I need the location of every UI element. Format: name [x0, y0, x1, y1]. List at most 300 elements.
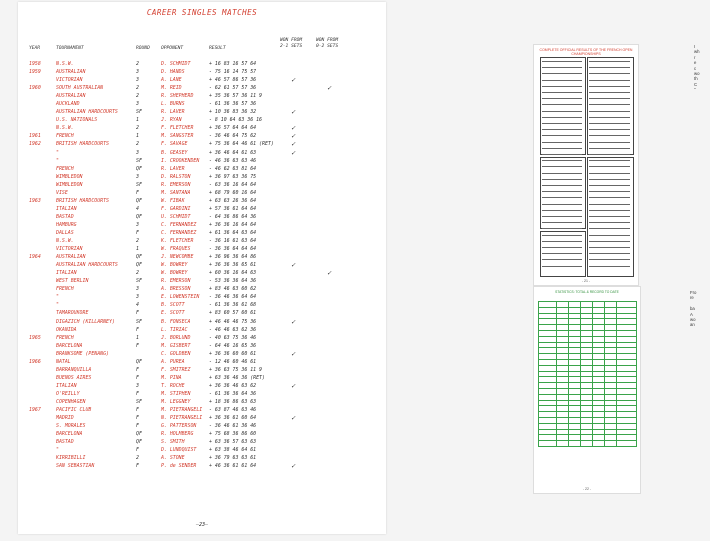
- tournament-cell: FRENCH: [56, 334, 74, 341]
- bracket-line: [589, 173, 630, 174]
- opponent-cell: J. NEWCOMBE: [161, 254, 194, 261]
- stat-row-line: [538, 417, 636, 418]
- table-row: [29, 92, 379, 100]
- table-row: [29, 446, 379, 454]
- table-row: [29, 406, 379, 414]
- table-row: [29, 358, 379, 366]
- bracket-line: [542, 197, 582, 198]
- stat-row-line: [538, 400, 636, 401]
- round-cell: 3: [136, 77, 139, 84]
- table-row: [29, 149, 379, 157]
- round-cell: 2: [136, 85, 139, 92]
- stat-row-line: [538, 313, 636, 314]
- opponent-cell: D. LUNDQUIST: [161, 447, 197, 454]
- bracket-line: [589, 179, 630, 180]
- bracket-line: [589, 191, 630, 192]
- table-row: [29, 326, 379, 334]
- table-row: [29, 342, 379, 350]
- opponent-cell: A. PUREA: [161, 358, 185, 365]
- table-row: [29, 205, 379, 213]
- round-cell: F: [136, 310, 139, 317]
- tournament-cell: N.S.W.: [56, 238, 74, 245]
- year-cell: 1961: [29, 133, 41, 140]
- bracket-line: [589, 86, 630, 87]
- opponent-cell: C. FERNANDEZ: [161, 229, 197, 236]
- stat-row-line: [538, 446, 636, 447]
- header-won2b: 0-2 SETS: [316, 44, 339, 49]
- year-cell: 1967: [29, 407, 41, 414]
- table-row: [29, 438, 379, 446]
- result-cell: - 46 36 63 63 46: [209, 157, 257, 164]
- opponent-cell: R. EMERSON: [161, 181, 191, 188]
- result-cell: - 36 46 36 64 64: [209, 294, 257, 301]
- thumbnail-page-number: - 21 -: [581, 279, 591, 283]
- opponent-cell: E. SCOTT: [161, 310, 185, 317]
- stat-row-line: [538, 347, 636, 348]
- tournament-cell: HAMBURG: [56, 221, 77, 228]
- tournament-cell: VISE: [56, 189, 68, 196]
- table-row: [29, 229, 379, 237]
- result-cell: + 75 68 36 86 60: [209, 431, 257, 438]
- tournament-cell: WEST BERLIN: [56, 278, 89, 285]
- tournament-cell: NATAL: [56, 358, 71, 365]
- result-cell: - 46 46 63 62 36: [209, 326, 257, 333]
- round-cell: QF: [136, 358, 142, 365]
- bracket-line: [542, 166, 582, 167]
- opponent-cell: E. LOWENSTEIN: [161, 294, 200, 301]
- round-cell: 3: [136, 221, 139, 228]
- bracket-line: [589, 117, 630, 118]
- bracket-line: [542, 73, 582, 74]
- opponent-cell: F. SAVAGE: [161, 141, 188, 148]
- table-row: [29, 181, 379, 189]
- table-row: [29, 60, 379, 68]
- round-cell: QF: [136, 431, 142, 438]
- table-row: [29, 414, 379, 422]
- round-cell: QF: [136, 213, 142, 220]
- tournament-cell: ": [56, 447, 59, 454]
- thumbnail-page-number: - 22 -: [582, 487, 592, 491]
- opponent-cell: W. BOWREY: [161, 270, 188, 277]
- bracket-line: [542, 228, 582, 229]
- round-cell: 2: [136, 238, 139, 245]
- bracket-line: [542, 241, 582, 242]
- result-cell: - 64 46 16 65 36: [209, 342, 257, 349]
- result-cell: + 63 36 57 63 63: [209, 439, 257, 446]
- page-title: CAREER SINGLES MATCHES: [146, 8, 258, 17]
- side-note-fragment: I wh r e c wo th C ": [694, 44, 700, 93]
- result-cell: + 36 36 46 63 62: [209, 382, 257, 389]
- result-cell: - 36 46 61 36 46: [209, 423, 257, 430]
- stat-row-line: [538, 423, 636, 424]
- header-tournament: TOURNAMENT: [56, 46, 84, 51]
- table-row: [29, 173, 379, 181]
- bracket-line: [589, 197, 630, 198]
- round-cell: SF: [136, 181, 142, 188]
- bracket-line: [542, 216, 582, 217]
- table-row: [29, 277, 379, 285]
- bracket-line: [542, 80, 582, 81]
- tournament-cell: O'REILLY: [56, 390, 80, 397]
- result-cell: + 36 36 61 60 64: [209, 415, 257, 422]
- round-cell: 2: [136, 270, 139, 277]
- tournament-cell: ITALIAN: [56, 382, 77, 389]
- won-2-1-mark: ✓: [291, 349, 296, 358]
- bracket-line: [589, 67, 630, 68]
- result-cell: + 75 36 64 46 61 (RET): [209, 141, 274, 148]
- result-cell: - 75 16 14 75 57: [209, 69, 257, 76]
- thumbnail-statistics-sheet[interactable]: [533, 286, 641, 494]
- result-cell: + 16 83 16 57 64: [209, 61, 257, 67]
- stat-row-line: [538, 307, 636, 308]
- result-cell: - 61 36 36 61 68: [209, 302, 257, 309]
- opponent-cell: F. SMITREZ: [161, 366, 191, 373]
- tournament-cell: DALLAS: [56, 229, 74, 236]
- bracket-line: [589, 259, 630, 260]
- round-cell: F: [136, 374, 139, 381]
- stat-col-line: [592, 301, 593, 447]
- bracket-line: [542, 148, 582, 149]
- bracket-line: [542, 92, 582, 93]
- table-row: [29, 108, 379, 116]
- stat-row-line: [538, 429, 636, 430]
- tournament-cell: VICTORIAN: [56, 246, 83, 253]
- bracket-line: [589, 216, 630, 217]
- bracket-line: [589, 235, 630, 236]
- table-row: [29, 293, 379, 301]
- round-cell: SF: [136, 318, 142, 325]
- opponent-cell: K. FLETCHER: [161, 238, 194, 245]
- table-row: [29, 261, 379, 269]
- won-2-1-mark: ✓: [291, 124, 296, 133]
- tournament-cell: AUCKLAND: [56, 101, 80, 108]
- tournament-cell: FRENCH: [56, 133, 74, 140]
- stat-row-line: [538, 394, 636, 395]
- result-cell: + 36 36 60 60 61: [209, 350, 257, 357]
- round-cell: 4: [136, 302, 139, 309]
- opponent-cell: A. BRESSON: [161, 286, 191, 293]
- opponent-cell: A. STONE: [161, 455, 185, 462]
- table-row: [29, 253, 379, 261]
- round-cell: SF: [136, 109, 142, 116]
- table-row: [29, 374, 379, 382]
- table-row: [29, 390, 379, 398]
- bracket-line: [589, 123, 630, 124]
- stat-row-line: [538, 330, 636, 331]
- result-cell: + 36 79 63 63 61: [209, 455, 257, 462]
- year-cell: 1965: [29, 334, 41, 341]
- bracket-line: [542, 179, 582, 180]
- year-cell: 1963: [29, 197, 41, 204]
- round-cell: 1: [136, 117, 139, 124]
- result-cell: - 36 16 61 63 64: [209, 238, 257, 245]
- round-cell: QF: [136, 197, 142, 204]
- bracket-line: [589, 160, 630, 161]
- round-cell: F: [136, 390, 139, 397]
- round-cell: F: [136, 463, 139, 470]
- opponent-cell: C. GOLDBEN: [161, 350, 191, 357]
- tournament-cell: ": [56, 294, 59, 301]
- stat-row-line: [538, 411, 636, 412]
- bracket-block: [540, 57, 586, 155]
- stat-row-line: [538, 440, 636, 441]
- result-cell: + 46 57 86 57 36: [209, 77, 257, 84]
- table-row: [29, 116, 379, 124]
- result-cell: - 46 62 63 81 64: [209, 165, 257, 172]
- won-0-2-mark: ✓: [327, 269, 332, 278]
- result-cell: - 63 36 16 64 64: [209, 181, 257, 188]
- tournament-cell: AUSTRALIAN HARDCOURTS: [56, 109, 118, 116]
- result-cell: - 36 46 64 75 62: [209, 133, 257, 140]
- bracket-line: [589, 142, 630, 143]
- round-cell: SF: [136, 278, 142, 285]
- opponent-cell: F. GARDINI: [161, 205, 191, 212]
- tournament-cell: N.S.W.: [56, 61, 74, 67]
- round-cell: 3: [136, 149, 139, 156]
- result-cell: + 63 36 46 36 (RET): [209, 374, 265, 381]
- round-cell: F: [136, 342, 139, 349]
- result-cell: - 64 36 86 64 36: [209, 213, 257, 220]
- header-year: YEAR: [29, 46, 41, 51]
- header-opponent: OPPONENT: [161, 46, 184, 51]
- round-cell: 3: [136, 286, 139, 293]
- round-cell: 2: [136, 61, 139, 67]
- tournament-cell: WIMBLEDON: [56, 173, 83, 180]
- stat-row-line: [538, 434, 636, 435]
- bracket-line: [542, 135, 582, 136]
- won-2-1-mark: ✓: [291, 317, 296, 326]
- bracket-line: [589, 129, 630, 130]
- stat-col-line: [580, 301, 581, 447]
- bracket-line: [589, 135, 630, 136]
- table-row: [29, 462, 379, 470]
- tournament-cell: SAN SEBASTIAN: [56, 463, 95, 470]
- opponent-cell: M. PINA: [161, 374, 182, 381]
- year-cell: 1960: [29, 85, 41, 92]
- tournament-cell: BRANKSOME (PENANG): [56, 350, 109, 357]
- result-cell: - 40 63 75 36 46: [209, 334, 257, 341]
- opponent-cell: S. SMITH: [161, 439, 185, 446]
- bracket-line: [542, 117, 582, 118]
- bracket-line: [589, 228, 630, 229]
- round-cell: F: [136, 423, 139, 430]
- stat-row-line: [538, 388, 636, 389]
- table-row: [29, 366, 379, 374]
- opponent-cell: N. PIETRANGELI: [161, 415, 203, 422]
- tournament-cell: DIGAZICH (KILLARNEY): [56, 318, 115, 325]
- round-cell: 3: [136, 173, 139, 180]
- won-2-1-mark: ✓: [291, 261, 296, 270]
- round-cell: F: [136, 447, 139, 454]
- bracket-line: [542, 253, 582, 254]
- table-row: [29, 132, 379, 140]
- bracket-line: [589, 253, 630, 254]
- tournament-cell: TAMAROUKORE: [56, 310, 89, 317]
- result-cell: + 35 36 57 36 11 9: [209, 93, 262, 100]
- bracket-line: [542, 160, 582, 161]
- round-cell: 1: [136, 246, 139, 253]
- stat-row-line: [538, 353, 636, 354]
- bracket-line: [589, 266, 630, 267]
- round-cell: QF: [136, 262, 142, 269]
- year-cell: 1962: [29, 141, 41, 148]
- result-cell: + 63 63 26 36 64: [209, 197, 257, 204]
- opponent-cell: J. RYAN: [161, 117, 182, 124]
- result-cell: - 53 36 36 64 36: [209, 278, 257, 285]
- bracket-block: [587, 57, 634, 155]
- tournament-cell: FRENCH: [56, 165, 74, 172]
- table-row: [29, 430, 379, 438]
- header-won2: WON FROM: [316, 38, 339, 43]
- opponent-cell: M. STIPHEN: [161, 390, 191, 397]
- thumbnail-title: STATISTICS: TOTAL & RECORD TO DATE: [555, 290, 619, 294]
- bracket-line: [542, 104, 582, 105]
- table-row: [29, 84, 379, 92]
- header-round: ROUND: [136, 46, 150, 51]
- tournament-cell: MADRID: [56, 415, 74, 422]
- bracket-line: [589, 154, 630, 155]
- round-cell: 2: [136, 125, 139, 132]
- round-cell: 2: [136, 93, 139, 100]
- result-cell: + 18 36 86 63 63: [209, 398, 257, 405]
- won-2-1-mark: ✓: [291, 414, 296, 423]
- thumbnail-title: COMPLETE OFFICIAL RESULTS OF THE FRENCH OPEN CHAMPIONSHIPS: [539, 48, 633, 56]
- tournament-cell: PACIFIC CLUB: [56, 407, 92, 414]
- stat-col-line: [538, 301, 539, 447]
- tournament-cell: ITALIAN: [56, 205, 77, 212]
- table-row: [29, 350, 379, 358]
- table-row: [29, 309, 379, 317]
- opponent-cell: B. GEASEY: [161, 149, 188, 156]
- year-cell: 1966: [29, 358, 41, 365]
- table-row: [29, 334, 379, 342]
- bracket-line: [542, 61, 582, 62]
- round-cell: QF: [136, 439, 142, 446]
- tournament-cell: AUSTRALIAN: [56, 93, 86, 100]
- result-cell: + 57 36 61 64 64: [209, 205, 257, 212]
- opponent-cell: M. SANGSTER: [161, 133, 194, 140]
- bracket-line: [589, 210, 630, 211]
- tournament-cell: AUSTRALIAN: [56, 254, 86, 261]
- round-cell: SF: [136, 157, 142, 164]
- table-row: [29, 165, 379, 173]
- bracket-line: [542, 111, 582, 112]
- opponent-cell: B. SCOTT: [161, 302, 185, 309]
- table-row: [29, 189, 379, 197]
- bracket-line: [589, 92, 630, 93]
- stat-col-line: [556, 301, 557, 447]
- bracket-line: [542, 191, 582, 192]
- tournament-cell: U.S. NATIONALS: [56, 117, 98, 124]
- result-cell: + 46 46 46 75 36: [209, 318, 257, 325]
- opponent-cell: C. FERNANDEZ: [161, 221, 197, 228]
- table-row: [29, 221, 379, 229]
- tournament-cell: ITALIAN: [56, 270, 77, 277]
- result-cell: + 36 96 36 64 86: [209, 254, 257, 261]
- tournament-cell: OKANIDA: [56, 326, 77, 333]
- table-row: [29, 285, 379, 293]
- round-cell: 2: [136, 455, 139, 462]
- bracket-line: [589, 61, 630, 62]
- table-row: [29, 301, 379, 309]
- result-cell: - 61 36 36 64 36: [209, 390, 257, 397]
- won-2-1-mark: ✓: [291, 140, 296, 149]
- match-list: [29, 60, 379, 470]
- bracket-line: [542, 98, 582, 99]
- table-row: [29, 76, 379, 84]
- year-cell: 1959: [29, 69, 41, 76]
- result-cell: + 63 38 46 64 61: [209, 447, 257, 454]
- stat-row-line: [538, 318, 636, 319]
- table-row: [29, 245, 379, 253]
- stat-row-line: [538, 371, 636, 372]
- bracket-block: [540, 157, 586, 229]
- result-cell: + 10 36 83 36 32: [209, 109, 257, 116]
- round-cell: SF: [136, 398, 142, 405]
- tournament-cell: VICTORIAN: [56, 77, 83, 84]
- tournament-cell: AUSTRALIAN: [56, 69, 86, 76]
- table-row: [29, 213, 379, 221]
- result-cell: + 36 63 75 36 11 9: [209, 366, 262, 373]
- won-2-1-mark: ✓: [291, 148, 296, 157]
- thumbnail-results-sheet[interactable]: [533, 44, 639, 286]
- bracket-line: [542, 173, 582, 174]
- opponent-cell: A. LANE: [161, 77, 182, 84]
- table-row: [29, 237, 379, 245]
- year-cell: 1958: [29, 61, 41, 67]
- opponent-cell: D. HANDS: [161, 69, 185, 76]
- won-0-2-mark: ✓: [327, 84, 332, 93]
- opponent-cell: M. GISBERT: [161, 342, 191, 349]
- bracket-line: [589, 80, 630, 81]
- result-cell: + 68 79 60 16 64: [209, 189, 257, 196]
- round-cell: 3: [136, 382, 139, 389]
- won-2-1-mark: ✓: [291, 381, 296, 390]
- round-cell: 4: [136, 205, 139, 212]
- tournament-cell: ": [56, 157, 59, 164]
- bracket-line: [542, 204, 582, 205]
- opponent-cell: W. FIBAK: [161, 197, 185, 204]
- year-cell: 1964: [29, 254, 41, 261]
- tournament-cell: AUSTRALIAN HARDCOURTS: [56, 262, 118, 269]
- opponent-cell: P. de SENDER: [161, 463, 197, 470]
- stat-row-line: [538, 301, 636, 302]
- side-note-fragment: Fro re ba A wo an: [690, 290, 697, 328]
- tournament-cell: BARRANQUILLA: [56, 366, 92, 373]
- bracket-line: [589, 98, 630, 99]
- round-cell: 3: [136, 69, 139, 76]
- round-cell: F: [136, 326, 139, 333]
- bracket-line: [589, 222, 630, 223]
- bracket-line: [589, 73, 630, 74]
- table-row: [29, 382, 379, 390]
- tournament-cell: N.S.W.: [56, 125, 74, 132]
- opponent-cell: W. BOWREY: [161, 262, 188, 269]
- opponent-cell: D. RALSTON: [161, 173, 191, 180]
- opponent-cell: R. LAVER: [161, 109, 185, 116]
- bracket-line: [542, 247, 582, 248]
- tournament-cell: BRITISH HARDCOURTS: [56, 141, 109, 148]
- round-cell: F: [136, 415, 139, 422]
- stat-row-line: [538, 324, 636, 325]
- bracket-line: [589, 247, 630, 248]
- round-cell: F: [136, 189, 139, 196]
- bracket-line: [542, 259, 582, 260]
- header-result: RESULT: [209, 46, 226, 51]
- opponent-cell: T. ROCHE: [161, 382, 185, 389]
- opponent-cell: F. FLETCHER: [161, 125, 194, 132]
- result-cell: + 83 60 57 60 61: [209, 310, 257, 317]
